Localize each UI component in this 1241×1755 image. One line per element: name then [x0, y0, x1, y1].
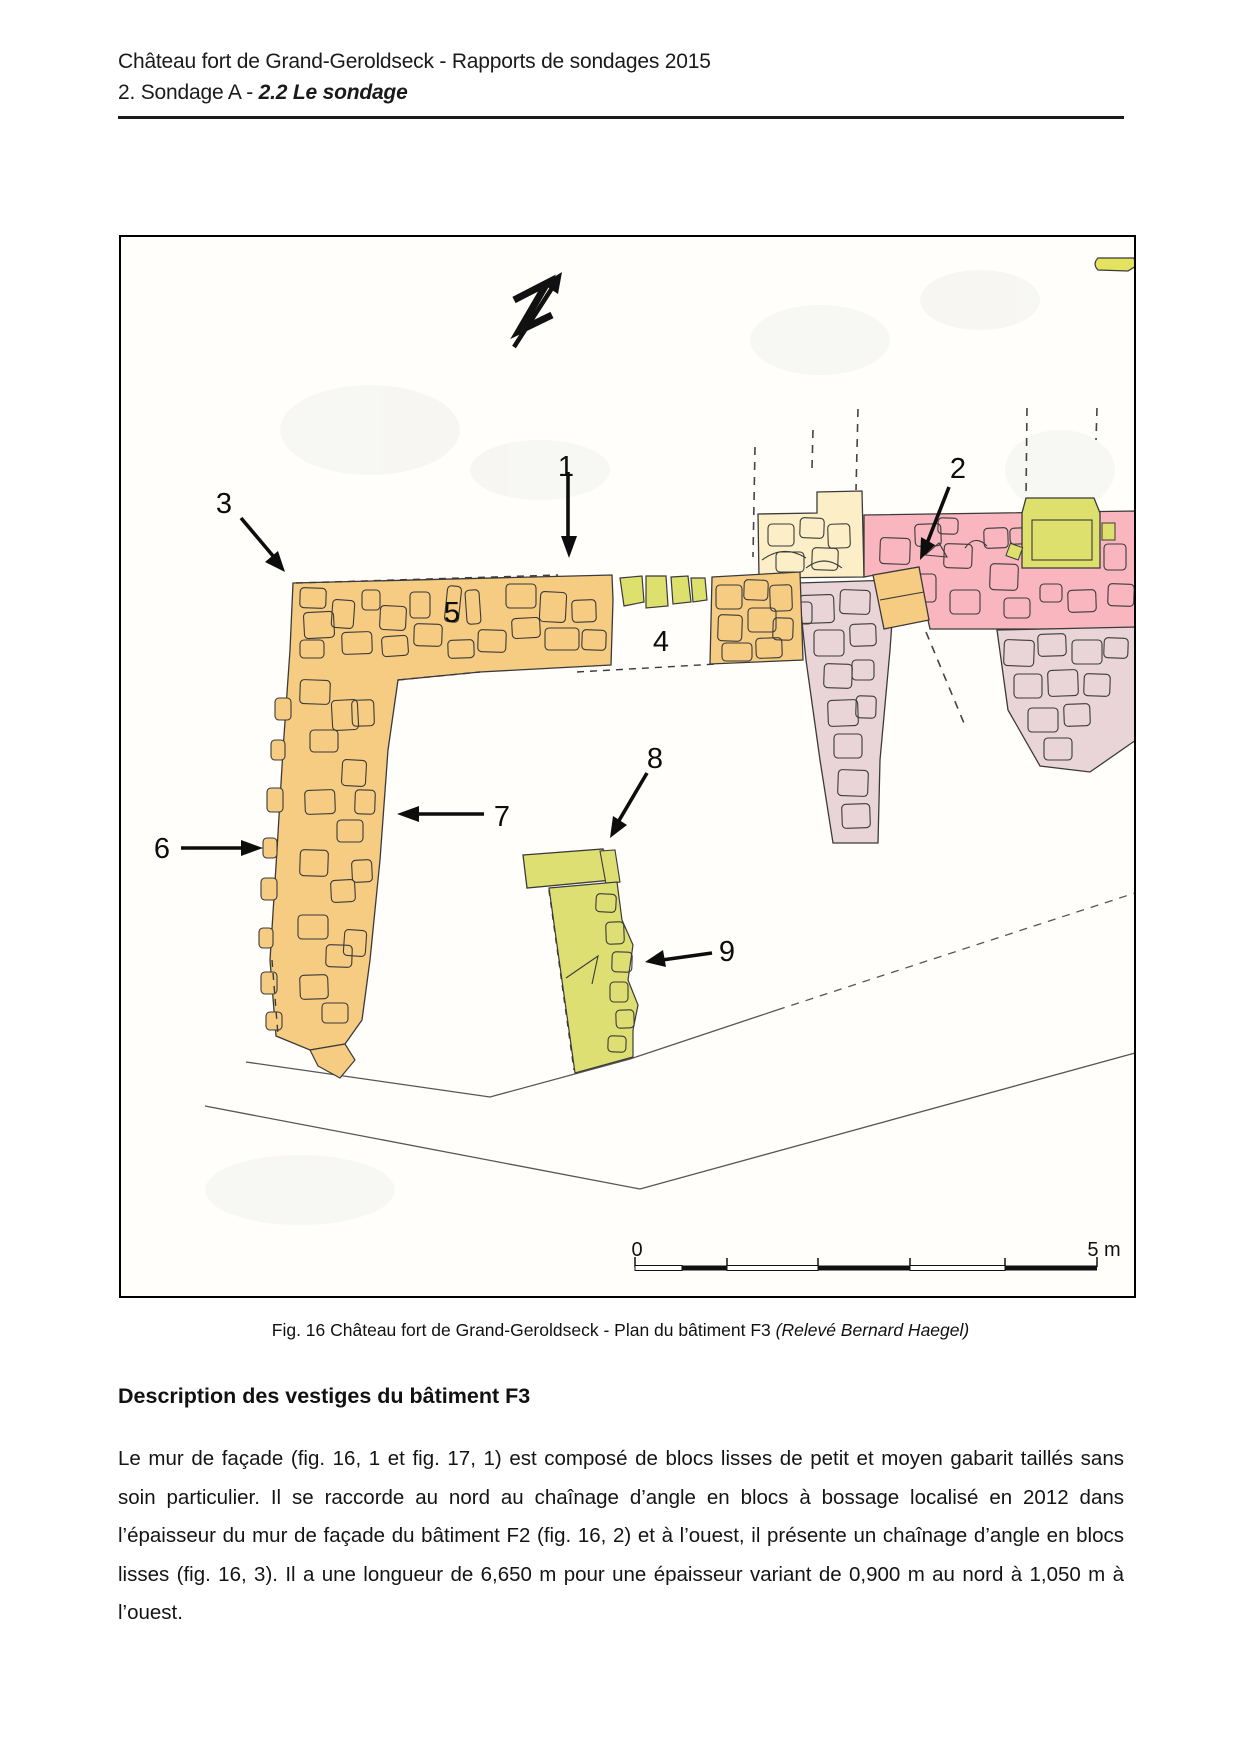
header-title: Château fort de Grand-Geroldseck - Rapports de sondages 2015	[118, 50, 711, 73]
scale-max-label: 5 m	[1087, 1239, 1121, 1261]
caption-credit: (Relevé Bernard Haegel)	[775, 1320, 970, 1340]
plan-svg	[119, 235, 1136, 1298]
figure-caption	[0, 1320, 1241, 1341]
label-8: 8	[646, 743, 664, 775]
yellow-fragment-top-right	[1095, 258, 1136, 271]
caption-text: Fig. 16 Château fort de Grand-Geroldseck - Plan du bâtiment F3	[271, 1320, 776, 1340]
header-subtitle	[118, 81, 408, 105]
masonry-stone	[266, 1012, 282, 1030]
masonry-stone	[259, 928, 273, 948]
masonry-stone	[261, 878, 277, 900]
label-7: 7	[493, 801, 511, 833]
label-5: 5	[443, 597, 461, 629]
label-4: 4	[652, 626, 670, 658]
masonry-stone	[267, 788, 283, 812]
section-heading: Description des vestiges du bâtiment F3	[118, 1384, 531, 1408]
header-subtitle-section: 2.2 Le sondage	[258, 81, 408, 104]
body-paragraph: Le mur de façade (fig. 16, 1 et fig. 17, 1) est composé de blocs lisses de petit et moyen gabarit taillés sans soin particulier. Il se raccorde au nord au chaînage d’angle en blocs à bossage localisé en 2012 dans l’épaisseur du mur de façade du bâtiment F2 (fig. 16, 2) et à l’ouest, il présente un chaînage d’angle en blocs lisses (fig. 16, 3). Il a une longueur de 6,650 m pour une épaisseur variant de 0,900 m au nord à 1,050 m à l’ouest.	[118, 1447, 1124, 1625]
masonry-stone	[263, 838, 277, 858]
masonry-stone	[275, 698, 291, 720]
figure-plan-batiment-f3	[119, 235, 1136, 1298]
label-3: 3	[215, 488, 233, 520]
masonry-stone	[271, 740, 285, 760]
label-6: 6	[153, 833, 171, 865]
header-rule	[118, 116, 1124, 119]
label-2: 2	[949, 453, 967, 485]
label-9: 9	[718, 936, 736, 968]
figure-background	[119, 235, 1136, 1298]
header-subtitle-prefix: 2. Sondage A -	[118, 81, 259, 104]
scale-zero-label: 0	[631, 1239, 643, 1261]
label-1: 1	[557, 451, 575, 483]
